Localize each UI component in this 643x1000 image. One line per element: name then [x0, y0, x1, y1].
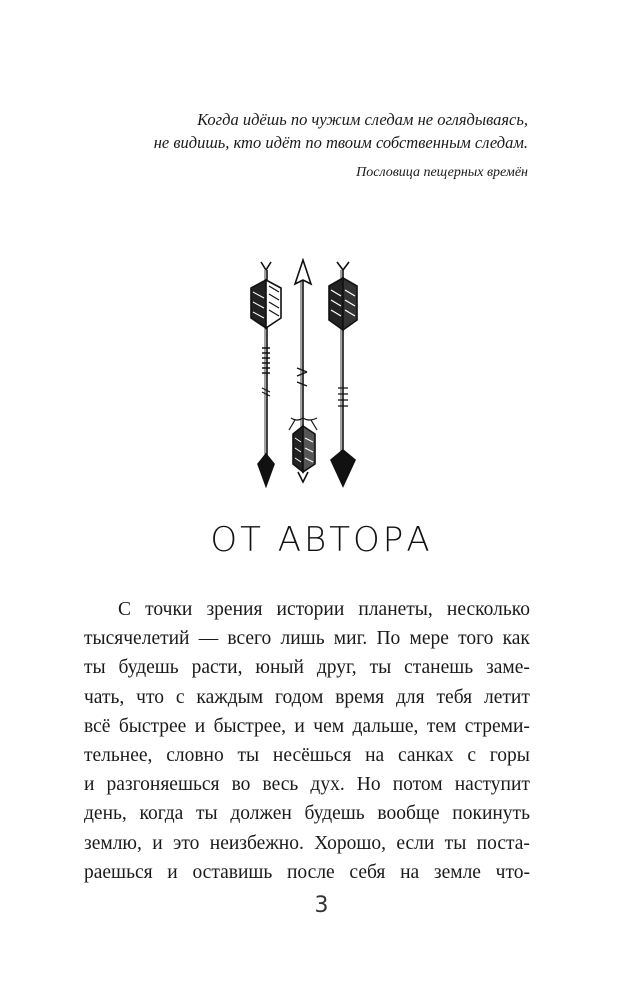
epigraph-line-1: Когда идёшь по чужим следам не оглядываясь,	[197, 110, 528, 129]
body-line: тельнее, словно ты несёшься на санках с горы	[84, 745, 530, 767]
arrow-icon	[329, 262, 357, 486]
body-line: землю, и это неизбежно. Хорошо, если ты поста-	[84, 832, 530, 854]
body-line: чать, что с каждым годом время для тебя летит	[84, 686, 530, 708]
body-line: день, когда ты должен будешь вообще покинуть	[84, 803, 530, 825]
page-number: 3	[314, 893, 329, 918]
arrow-icon	[289, 260, 317, 482]
body-line: ты будешь расти, юный друг, ты станешь заме-	[84, 657, 530, 679]
body-line: тысячелетий — всего лишь миг. По мере того как	[84, 628, 530, 650]
body-line: всё быстрее и быстрее, и чем дальше, тем стреми-	[84, 715, 530, 737]
chapter-heading: ОТ АВТОРА	[210, 520, 433, 560]
arrows-illustration	[245, 258, 365, 490]
body-line: и разгоняешься во весь дух. Но потом наступит	[84, 774, 530, 796]
epigraph-source: Пословица пещерных времён	[356, 165, 528, 180]
body-line: С точки зрения истории планеты, несколько	[118, 599, 530, 620]
epigraph	[154, 108, 528, 182]
body-line: раешься и оставишь после себя на земле что-	[84, 861, 530, 883]
body-text	[84, 595, 530, 887]
epigraph-line-2: не видишь, кто идёт по твоим собственным следам.	[153, 133, 528, 152]
arrow-icon	[251, 262, 281, 486]
